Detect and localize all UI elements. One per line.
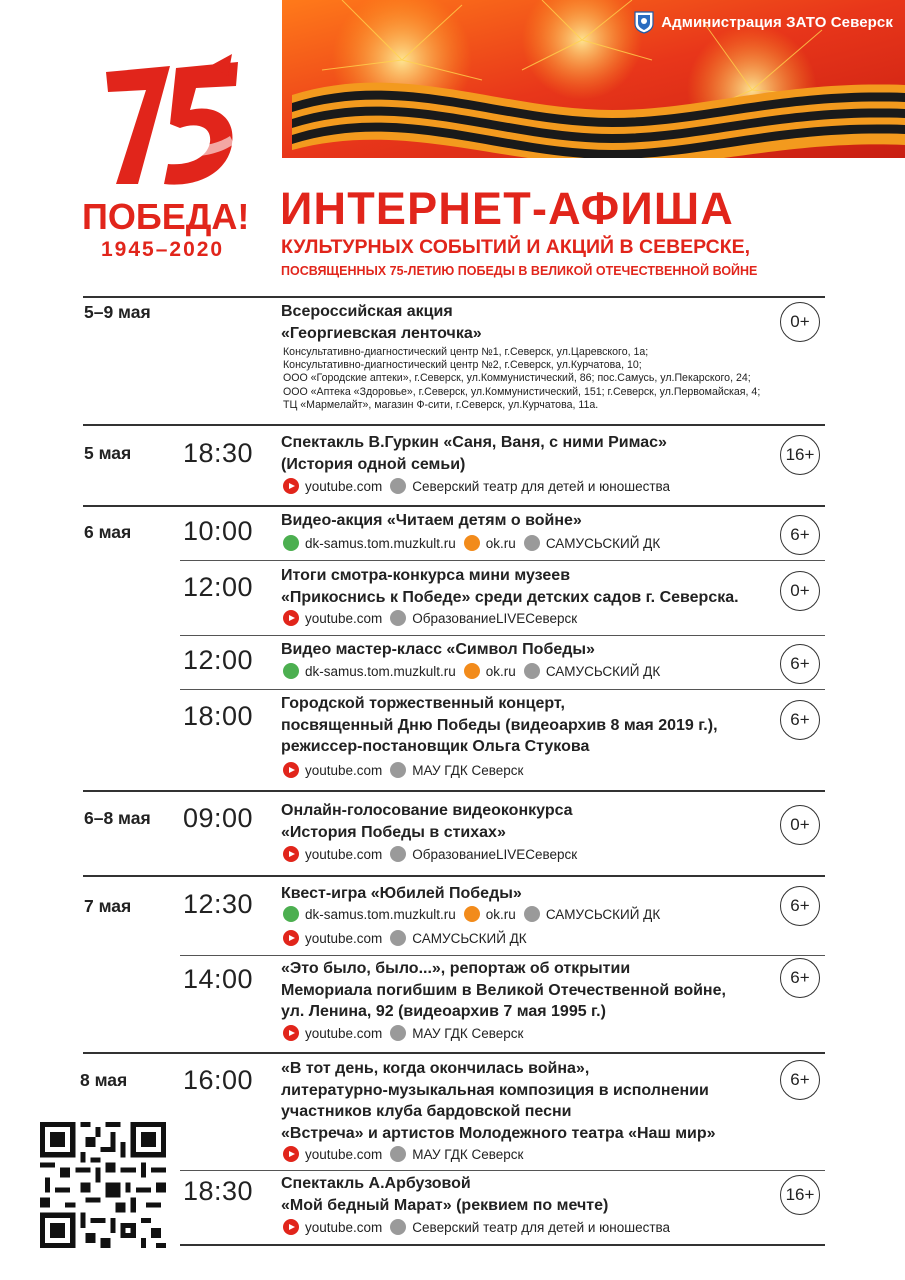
website-link[interactable]: dk-samus.tom.muzkult.ru (305, 906, 456, 922)
odnoklassniki-icon (464, 535, 480, 551)
age-rating-badge: 16+ (780, 1175, 820, 1215)
event-divider (180, 689, 825, 690)
search-icon (524, 663, 540, 679)
youtube-icon (283, 1146, 299, 1162)
event-locations: Консультативно-диагностический центр №1, г.Северск, ул.Царевского, 1а; Консультативно-диагностический центр №2, г.Северск, ул.Курчатова, 10; ООО «Городские аптеки», г.Северск, ул.Коммунистический, 86; пос.Самусь, ул.Пекарского, 24; ООО «Аптека «Здоровье», г.Северск, ул.Коммунистический, 151; г.Северск, ул.Первомайская, 4; ТЦ «Мармелайт», магазин Ф-сити, г.Северск, ул.Курчатова, 11а. (283, 346, 761, 411)
event-links (283, 1025, 531, 1041)
date-label: 8 мая (80, 1070, 128, 1090)
search-icon (390, 1219, 406, 1235)
administration-name: Администрация ЗАТО Северск (661, 14, 893, 31)
youtube-link[interactable]: youtube.com (305, 846, 383, 862)
channel-name: МАУ ГДК Северск (412, 1025, 524, 1041)
logo-number: 75 (98, 52, 100, 53)
event-time: 12:00 (183, 645, 254, 675)
channel-name: САМУСЬСКИЙ ДК (545, 535, 661, 551)
youtube-icon (283, 846, 299, 862)
section-divider (83, 1052, 825, 1054)
youtube-link[interactable]: youtube.com (305, 762, 383, 778)
section-divider (83, 875, 825, 877)
event-title: Итоги смотра-конкурса мини музеев «Прикоснись к Победе» среди детских садов г. Северска. (281, 567, 739, 606)
age-rating-badge: 6+ (780, 958, 820, 998)
search-icon (390, 1146, 406, 1162)
event-links (283, 478, 678, 494)
administration-label (634, 11, 893, 34)
youtube-icon (283, 762, 299, 778)
event-links (283, 610, 585, 626)
event-title: Спектакль В.Гуркин «Саня, Ваня, с ними Римас» (История одной семьи) (281, 434, 667, 473)
channel-name: САМУСЬСКИЙ ДК (412, 930, 527, 946)
ok-link[interactable]: ok.ru (485, 663, 516, 679)
odnoklassniki-icon (464, 906, 480, 922)
event-links (283, 906, 668, 922)
youtube-link[interactable]: youtube.com (305, 930, 383, 946)
event-time: 16:00 (183, 1065, 254, 1095)
event-title: Видео-акция «Читаем детям о войне» (281, 512, 582, 529)
section-divider (83, 424, 825, 426)
youtube-icon (283, 930, 299, 946)
event-links (283, 762, 531, 778)
event-time: 09:00 (183, 803, 254, 833)
event-title: Квест-игра «Юбилей Победы» (281, 885, 522, 902)
youtube-link[interactable]: youtube.com (305, 610, 383, 626)
channel-name: ОбразованиеLIVEСеверск (412, 610, 578, 626)
youtube-link[interactable]: youtube.com (305, 1146, 383, 1162)
date-label: 6 мая (84, 522, 132, 542)
event-links (283, 930, 535, 946)
event-title: «Это было, было...», репортаж об открытии Мемориала погибшим в Великой Отечественной войне, ул. Ленина, 92 (видеоархив 7 мая 1995 г.) (281, 960, 726, 1020)
event-title: Всероссийская акция «Георгиевская ленточка» (281, 303, 482, 342)
victory-75-logo (98, 52, 248, 192)
page-subtitle-line1: КУЛЬТУРНЫХ СОБЫТИЙ И АКЦИЙ В СЕВЕРСКЕ, (281, 236, 751, 258)
age-rating-badge: 6+ (780, 700, 820, 740)
event-divider (180, 955, 825, 956)
event-time: 14:00 (183, 964, 254, 994)
youtube-icon (283, 478, 299, 494)
event-title: Городской торжественный концерт, посвященный Дню Победы (видеоархив 8 мая 2019 г.), режиссер-постановщик Ольга Стукова (281, 695, 718, 755)
channel-name: САМУСЬСКИЙ ДК (545, 663, 661, 679)
search-icon (390, 1025, 406, 1041)
event-divider (180, 1170, 825, 1171)
event-links (283, 1219, 678, 1235)
event-title: Видео мастер-класс «Символ Победы» (281, 641, 595, 658)
event-links (283, 846, 585, 862)
fireworks-ribbon-banner (282, 0, 905, 158)
event-links (283, 663, 668, 679)
search-icon (390, 930, 406, 946)
channel-name: ОбразованиеLIVEСеверск (412, 846, 578, 862)
youtube-link[interactable]: youtube.com (305, 1025, 383, 1041)
event-time: 18:00 (183, 701, 254, 731)
date-label: 7 мая (84, 896, 132, 916)
anniversary-years: 1945–2020 (101, 238, 225, 261)
youtube-icon (283, 1025, 299, 1041)
event-time: 18:30 (183, 438, 254, 468)
age-rating-badge: 6+ (780, 886, 820, 926)
ok-link[interactable]: ok.ru (485, 535, 516, 551)
age-rating-badge: 0+ (780, 302, 820, 342)
search-icon (390, 478, 406, 494)
event-links (283, 1146, 531, 1162)
event-divider (180, 560, 825, 561)
event-time: 18:30 (183, 1176, 254, 1206)
channel-name: Северский театр для детей и юношества (412, 478, 671, 494)
page-title: ИНТЕРНЕТ-АФИША (280, 183, 734, 234)
website-link[interactable]: dk-samus.tom.muzkult.ru (305, 663, 456, 679)
date-label: 5–9 мая (84, 302, 151, 322)
globe-icon (283, 663, 299, 679)
search-icon (390, 610, 406, 626)
section-divider (180, 1244, 825, 1246)
pobeda-slogan: ПОБЕДА! (82, 196, 250, 237)
event-links (283, 535, 668, 551)
section-divider (83, 505, 825, 507)
age-rating-badge: 0+ (780, 571, 820, 611)
ok-link[interactable]: ok.ru (485, 906, 516, 922)
youtube-icon (283, 610, 299, 626)
search-icon (390, 762, 406, 778)
search-icon (524, 535, 540, 551)
globe-icon (283, 906, 299, 922)
search-icon (390, 846, 406, 862)
channel-name: МАУ ГДК Северск (412, 762, 524, 778)
date-label: 5 мая (84, 443, 132, 463)
event-title: Спектакль А.Арбузовой «Мой бедный Марат» (реквием по мечте) (281, 1175, 609, 1214)
youtube-link[interactable]: youtube.com (305, 1219, 383, 1235)
crest-icon (634, 11, 654, 34)
section-divider (83, 296, 825, 298)
date-label: 6–8 мая (84, 808, 151, 828)
event-title: Онлайн-голосование видеоконкурса «История Победы в стихах» (281, 802, 573, 841)
event-time: 12:30 (183, 889, 254, 919)
age-rating-badge: 0+ (780, 805, 820, 845)
page-subtitle-line2: ПОСВЯЩЕННЫХ 75-ЛЕТИЮ ПОБЕДЫ В ВЕЛИКОЙ ОТЕЧЕСТВЕННОЙ ВОЙНЕ (281, 264, 758, 278)
youtube-link[interactable]: youtube.com (305, 478, 383, 494)
age-rating-badge: 16+ (780, 435, 820, 475)
website-link[interactable]: dk-samus.tom.muzkult.ru (305, 535, 456, 551)
event-time: 10:00 (183, 516, 254, 546)
event-time: 12:00 (183, 572, 254, 602)
channel-name: САМУСЬСКИЙ ДК (545, 906, 661, 922)
channel-name: Северский театр для детей и юношества (412, 1219, 671, 1235)
age-rating-badge: 6+ (780, 1060, 820, 1100)
event-title: «В тот день, когда окончилась война», литературно-музыкальная композиция в исполнении участников клуба бардовской песни «Встреча» и артистов Молодежного театра «Наш мир» (281, 1060, 716, 1142)
odnoklassniki-icon (464, 663, 480, 679)
section-divider (83, 790, 825, 792)
age-rating-badge: 6+ (780, 515, 820, 555)
qr-code[interactable] (40, 1122, 166, 1248)
age-rating-badge: 6+ (780, 644, 820, 684)
globe-icon (283, 535, 299, 551)
search-icon (524, 906, 540, 922)
youtube-icon (283, 1219, 299, 1235)
event-divider (180, 635, 825, 636)
channel-name: МАУ ГДК Северск (412, 1146, 524, 1162)
